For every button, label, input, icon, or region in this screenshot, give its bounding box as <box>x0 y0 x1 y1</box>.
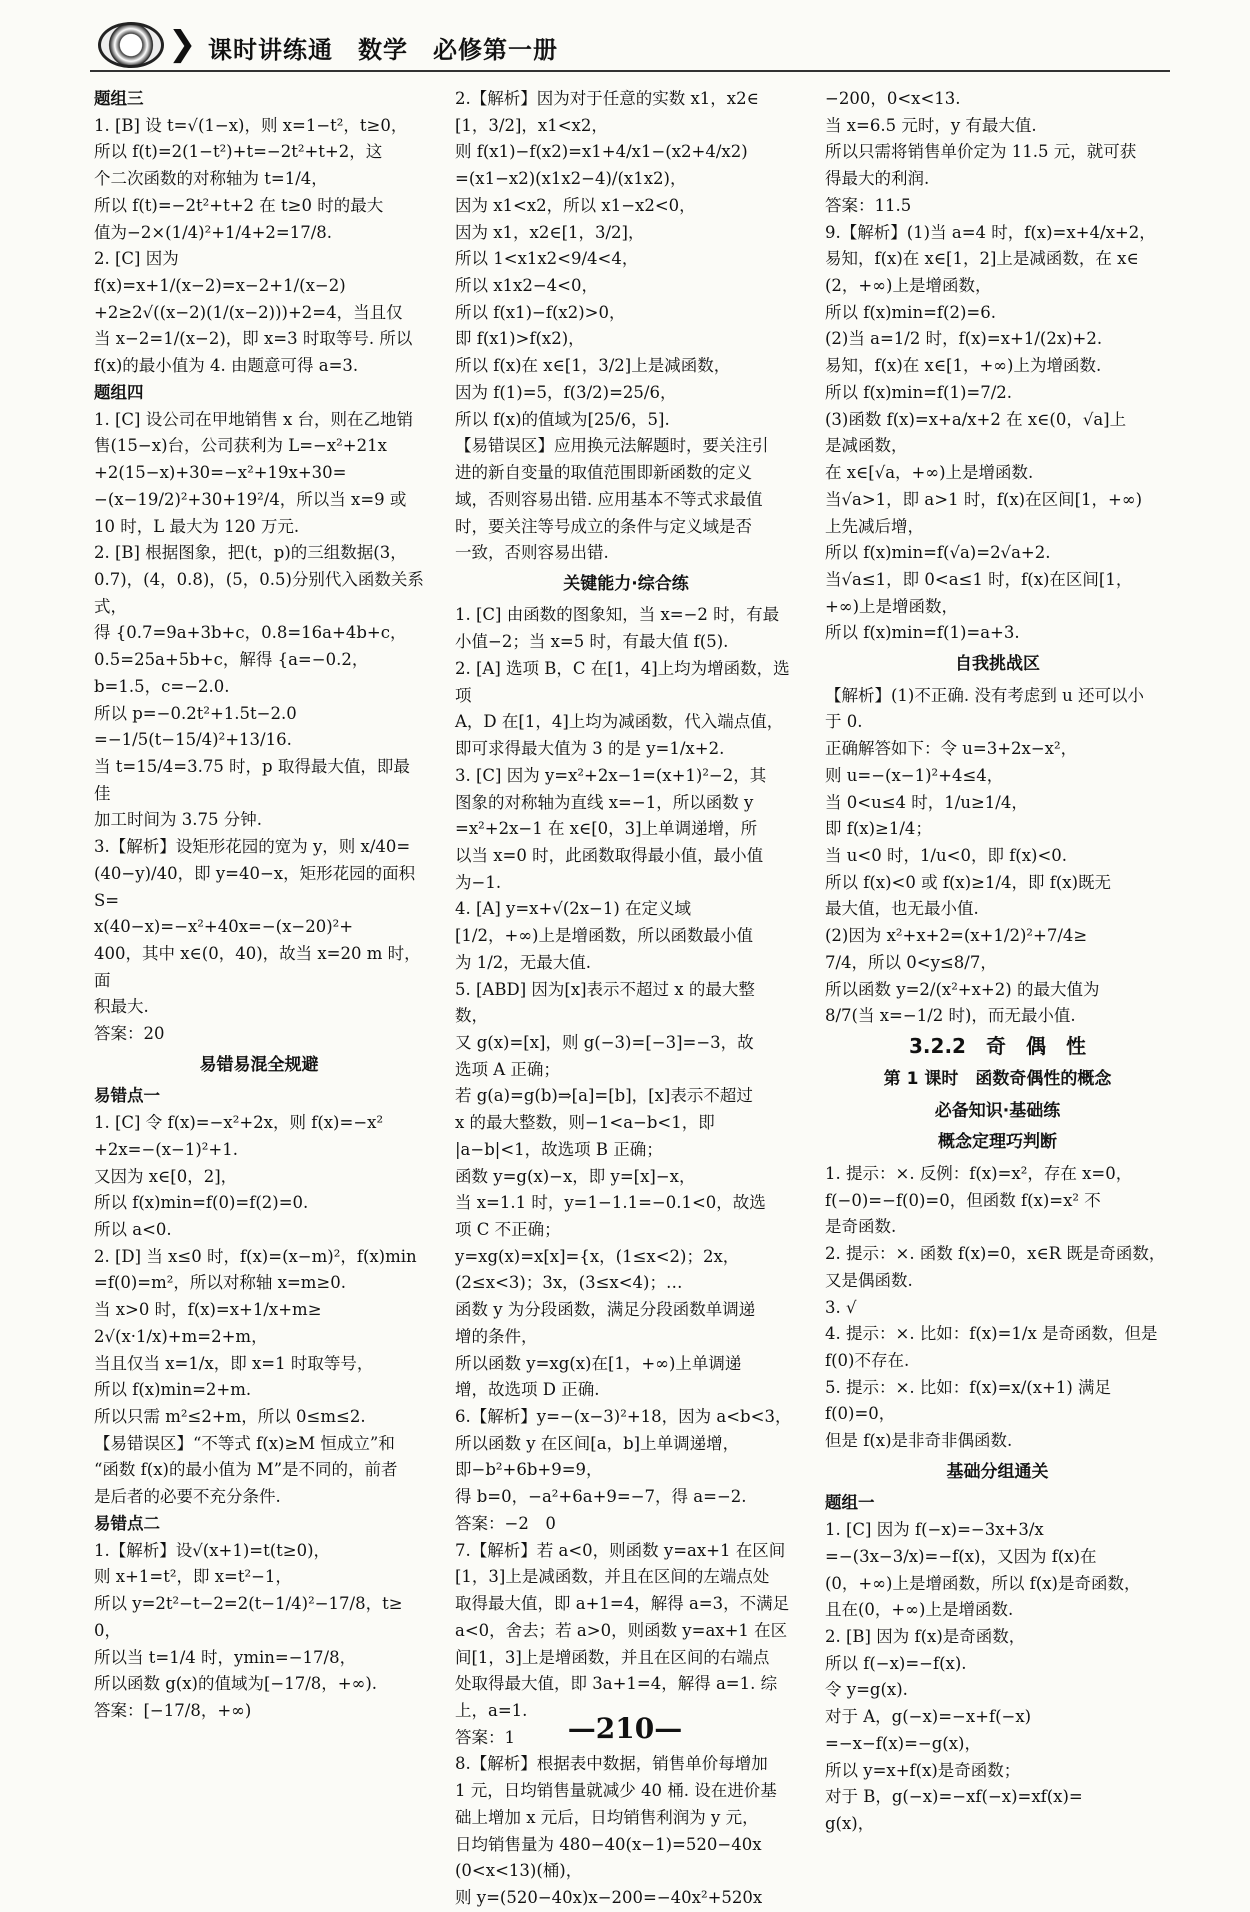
text-line: 即可求得最大值为 3 的是 y=1/x+2. <box>455 739 725 759</box>
text-line: 所以 f(x)<0 或 f(x)≥1/4，即 f(x)既无 <box>825 872 1112 892</box>
text-line: 【易错误区】应用换元法解题时，要关注引 <box>455 436 769 456</box>
text-line: 1. [C] 令 f(x)=−x²+2x，则 f(x)=−x² <box>94 1113 384 1133</box>
text-line: 题组三 <box>94 89 144 108</box>
text-line: 对于 A，g(−x)=−x+f(−x) <box>825 1707 1032 1727</box>
text-line: 函数 y=g(x)−x，即 y=[x]−x， <box>455 1166 696 1186</box>
text-line: f(−0)=−f(0)=0，但函数 f(x)=x² 不 <box>825 1190 1101 1210</box>
text-line: 础上增加 x 元后，日均销售利润为 y 元， <box>455 1807 759 1827</box>
text-line: 当 x=6.5 元时，y 有最大值. <box>825 115 1037 135</box>
text-line: 7/4，所以 0<y≤8/7， <box>825 952 997 972</box>
text-line: =(x1−x2)(x1x2−4)/(x1x2)， <box>455 169 687 189</box>
text-line: 2. [A] 选项 B，C 在[1，4]上均为增函数，选项 <box>455 658 790 705</box>
text-line: 所以 y=2t²−t−2=2(t−1/4)²−17/8，t≥ <box>94 1594 403 1614</box>
text-line: y=xg(x)=x[x]={x，(1≤x<2)；2x，(2≤x<3)；3x，(3≤x<4)；… <box>455 1246 740 1293</box>
text-line: +∞)上是增函数， <box>825 596 959 616</box>
text-line: 基础分组通关 <box>946 1461 1049 1482</box>
text-line: 当 t=15/4=3.75 时，p 取得最大值，即最佳 <box>94 756 410 803</box>
answer-column-right <box>825 86 1170 1838</box>
text-line: 积最大. <box>94 997 149 1017</box>
text-line: 上先减后增， <box>825 516 924 536</box>
text-line: 所以 f(x)在 x∈[1，3/2]上是减函数， <box>455 356 731 376</box>
text-line: 且在(0，+∞)上是增函数. <box>825 1600 1014 1620</box>
page-number: —210— <box>567 1712 683 1745</box>
text-line: 7.【解析】若 a<0，则函数 y=ax+1 在区间 <box>455 1540 786 1560</box>
text-line: 1. [B] 设 t=√(1−x)，则 x=1−t²，t≥0， <box>94 115 408 135</box>
text-line: 2. [D] 当 x≤0 时，f(x)=(x−m)²，f(x)min <box>94 1246 417 1266</box>
text-line: 3.2.2 奇 偶 性 <box>909 1033 1086 1058</box>
text-line: 1. [C] 因为 f(−x)=−3x+3/x <box>825 1520 1044 1540</box>
text-line: 所以 f(x)min=2+m. <box>94 1380 252 1400</box>
text-line: 增的条件， <box>455 1326 538 1346</box>
text-line: 【易错误区】“不等式 f(x)≥M 恒成立”和 <box>94 1433 395 1453</box>
text-line: f(0)不存在. <box>825 1350 910 1370</box>
text-line: 对于 B，g(−x)=−xf(−x)=xf(x)= <box>825 1787 1083 1807</box>
text-line: 当 x>0 时，f(x)=x+1/x+m≥ <box>94 1300 322 1320</box>
text-line: 所以 f(t)=2(1−t²)+t=−2t²+t+2，这 <box>94 142 383 162</box>
text-line: 但是 f(x)是非奇非偶函数. <box>825 1431 1013 1451</box>
answer-column-left <box>94 86 424 1725</box>
text-line: 所以 f(x)min=f(2)=6. <box>825 302 996 322</box>
text-line: 所以 f(t)=−2t²+t+2 在 t≥0 时的最大 <box>94 195 384 215</box>
text-line: 所以 p=−0.2t²+1.5t−2.0 <box>94 703 297 723</box>
text-line: 小值−2；当 x=5 时，有最大值 f(5). <box>455 632 729 652</box>
text-line: 8.【解析】根据表中数据，销售单价每增加 <box>455 1754 768 1774</box>
text-line: 当 u<0 时，1/u<0，即 f(x)<0. <box>825 845 1068 865</box>
text-line: 3. [C] 因为 y=x²+2x−1=(x+1)²−2，其 <box>455 765 767 785</box>
answer-column-middle <box>455 86 797 1912</box>
text-line: 得 {0.7=9a+3b+c，0.8=16a+4b+c，0.5=25a+5b+c，解得 {a=−0.2，b=1.5，c=−2.0. <box>94 623 407 696</box>
text-line: 5. [ABD] 因为[x]表示不超过 x 的最大整 <box>455 979 755 999</box>
text-line: (3)函数 f(x)=x+a/x+2 在 x∈(0，√a]上 <box>825 409 1127 429</box>
text-line: 则 u=−(x−1)²+4≤4， <box>825 765 1004 785</box>
text-line: 所以只需将销售单价定为 11.5 元，就可获 <box>825 142 1137 162</box>
text-line: 所以只需 m²≤2+m，所以 0≤m≤2. <box>94 1407 366 1427</box>
text-line: 所以函数 y=2/(x²+x+2) 的最大值为 <box>825 979 1100 999</box>
text-line: 以当 x=0 时，此函数取得最小值，最小值 <box>455 845 764 865</box>
text-line: 即 f(x1)>f(x2)， <box>455 329 585 349</box>
text-line: 为−1. <box>455 872 502 892</box>
text-line: 所以 f(x)的值域为[25/6，5]. <box>455 409 670 429</box>
text-line: 所以当 t=1/4 时，ymin=−17/8， <box>94 1647 357 1667</box>
text-line: 8/7(当 x=−1/2 时)，而无最小值. <box>825 1006 1076 1026</box>
text-line: 是奇函数. <box>825 1217 897 1237</box>
text-line: 所以 1<x1x2<9/4<4， <box>455 249 639 269</box>
text-line: 正确解答如下：令 u=3+2x−x²， <box>825 739 1078 759</box>
text-line: (0，+∞)上是增函数，所以 f(x)是奇函数， <box>825 1573 1141 1593</box>
text-line: 进的新自变量的取值范围即新函数的定义 <box>455 463 752 483</box>
text-line: 得最大的利润. <box>825 169 930 189</box>
chevron-right-icon: ❯ <box>168 24 197 64</box>
text-line: 1 元，日均销售量就减少 40 桶. 设在进价基 <box>455 1781 777 1801</box>
text-line: 题组一 <box>825 1493 875 1513</box>
text-line: 所以 x1x2−4<0， <box>455 276 598 296</box>
text-line: 又 g(x)=[x]，则 g(−3)=[−3]=−3，故 <box>455 1032 754 1052</box>
text-line: 若 g(a)=g(b)⇒[a]=[b]，[x]表示不超过 <box>455 1086 753 1106</box>
text-line: 400，其中 x∈(0，40)，故当 x=20 m 时，面 <box>94 944 421 990</box>
text-line: 3.【解析】设矩形花园的宽为 y，则 x/40= <box>94 837 411 857</box>
text-line: 答案：[−17/8，+∞) <box>94 1700 252 1720</box>
text-line: 当 0<u≤4 时，1/u≥1/4， <box>825 792 1028 812</box>
text-line: 增，故选项 D 正确. <box>455 1380 600 1400</box>
text-line: 易错点一 <box>94 1086 160 1106</box>
text-line: 答案：−2 0 <box>455 1513 556 1533</box>
text-line: (2，+∞)上是增函数， <box>825 276 992 296</box>
text-line: 【解析】(1)不正确. 没有考虑到 u 还可以小 <box>825 685 1144 705</box>
text-line: 所以 f(x)min=f(1)=7/2. <box>825 382 1013 402</box>
text-line: [1，3]上是减函数，并且在区间的左端点处 <box>455 1567 770 1587</box>
text-line: g(x)， <box>825 1814 875 1834</box>
text-line: f(x)的最小值为 4. 由题意可得 a=3. <box>94 356 359 376</box>
text-line: 函数 y 为分段函数，满足分段函数单调递 <box>455 1300 756 1320</box>
text-line: 又因为 x∈[0，2]， <box>94 1166 238 1186</box>
text-line: 是减函数， <box>825 436 908 456</box>
text-line: 所以 f(x1)−f(x2)>0， <box>455 302 626 322</box>
text-line: 是后者的必要不充分条件. <box>94 1487 281 1507</box>
text-line: 值为−2×(1/4)²+1/4+2=17/8. <box>94 222 333 242</box>
text-line: =−1/5(t−15/4)²+13/16. <box>94 730 292 750</box>
text-line: 2. [C] 因为 f(x)=x+1/(x−2)=x−2+1/(x−2) <box>94 249 346 296</box>
text-line: 2. [B] 根据图象，把(t，p)的三组数据(3， <box>94 543 407 563</box>
text-line: 得 b=0，−a²+6a+9=−7，得 a=−2. <box>455 1487 747 1507</box>
text-line: 当且仅当 x=1/x，即 x=1 时取等号， <box>94 1353 374 1373</box>
text-line: 上，a=1. <box>455 1700 528 1720</box>
text-line: 则 x+1=t²，即 x=t²−1， <box>94 1567 292 1587</box>
text-line: 于 0. <box>825 712 863 732</box>
text-line: 时，要关注等号成立的条件与定义域是否 <box>455 516 752 536</box>
text-line: 所以 y=x+f(x)是奇函数； <box>825 1760 1021 1780</box>
text-line: 所以 f(x)min=f(√a)=2√a+2. <box>825 543 1051 563</box>
text-line: 因为 f(1)=5，f(3/2)=25/6， <box>455 382 677 402</box>
text-line: 即−b²+6b+9=9， <box>455 1460 603 1480</box>
text-line: 1.【解析】设√(x+1)=t(t≥0)， <box>94 1540 331 1560</box>
text-line: 当√a>1，即 a>1 时，f(x)在区间[1，+∞) <box>825 489 1143 509</box>
text-line: 所以函数 g(x)的值域为[−17/8，+∞). <box>94 1674 378 1694</box>
text-line: 加工时间为 3.75 分钟. <box>94 810 262 830</box>
text-line: 日均销售量为 480−40(x−1)=520−40x <box>455 1834 762 1854</box>
text-line: 即 f(x)≥1/4； <box>825 819 932 839</box>
text-line: 取得最大值，即 a+1=4，解得 a=3，不满足 <box>455 1594 790 1614</box>
text-line: 数， <box>455 1006 488 1026</box>
text-line: 项 C 不正确； <box>455 1220 561 1239</box>
text-line: 4. [A] y=x+√(2x−1) 在定义域 <box>455 899 692 919</box>
text-line: 又是偶函数. <box>825 1270 913 1290</box>
text-line: 式， <box>94 596 127 616</box>
text-line: =−(3x−3/x)=−f(x)，又因为 f(x)在 <box>825 1546 1097 1566</box>
text-line: 题组四 <box>94 382 144 402</box>
text-line: 2.【解析】因为对于任意的实数 x1，x2∈ <box>455 89 759 108</box>
text-line: 域，否则容易出错. 应用基本不等式求最值 <box>455 489 763 509</box>
text-line: 因为 x1<x2，所以 x1−x2<0， <box>455 195 696 215</box>
text-line: 在 x∈[√a，+∞)上是增函数. <box>825 463 1034 483</box>
text-line: −(x−19/2)²+30+19²/4，所以当 x=9 或 <box>94 489 407 509</box>
text-line: 所以 f(x)min=f(0)=f(2)=0. <box>94 1193 309 1213</box>
text-line: 所以函数 y 在区间[a，b]上单调递增， <box>455 1433 740 1453</box>
text-line: 概念定理巧判断 <box>938 1132 1057 1153</box>
text-line: (2)当 a=1/2 时，f(x)=x+1/(2x)+2. <box>825 329 1103 349</box>
text-line: A，D 在[1，4]上均为减函数，代入端点值， <box>455 712 784 732</box>
text-line: 1. [C] 设公司在甲地销售 x 台，则在乙地销 <box>94 409 414 429</box>
text-line: 售(15−x)台，公司获利为 L=−x²+21x <box>94 436 387 456</box>
text-line: (0<x<13)(桶)， <box>455 1861 583 1881</box>
text-line: 图象的对称轴为直线 x=−1，所以函数 y <box>455 792 754 812</box>
text-line: 5. 提示：×. 比如：f(x)=x/(x+1) 满足 f(0)=0， <box>825 1377 1117 1424</box>
text-line: 3. √ <box>825 1297 857 1317</box>
text-line: |a−b|<1，故选项 B 正确； <box>455 1139 663 1159</box>
text-line: 1. 提示：×. 反例：f(x)=x²，存在 x=0， <box>825 1163 1133 1183</box>
text-line: 答案：20 <box>94 1024 165 1044</box>
text-line: 10 时，L 最大为 120 万元. <box>94 516 300 536</box>
text-line: 令 y=g(x). <box>825 1680 908 1700</box>
text-line: 所以 f(x)min=f(1)=a+3. <box>825 623 1020 643</box>
text-line: 所以 a<0. <box>94 1220 172 1239</box>
text-line: 因为 x1，x2∈[1，3/2]， <box>455 222 645 242</box>
text-line: x 的最大整数，则−1<a−b<1，即 <box>455 1113 715 1133</box>
text-line: 所以函数 y=xg(x)在[1，+∞)上单调递 <box>455 1353 742 1373</box>
text-line: 6.【解析】y=−(x−3)²+18，因为 a<b<3， <box>455 1407 792 1427</box>
text-line: 2. 提示：×. 函数 f(x)=0，x∈R 既是奇函数， <box>825 1244 1166 1264</box>
text-line: 一致，否则容易出错. <box>455 543 609 563</box>
text-line: 易错易混全规避 <box>199 1054 319 1075</box>
text-line: 易错点二 <box>94 1513 160 1533</box>
text-line: [1，3/2]，x1<x2， <box>455 115 608 135</box>
text-line: 为 1/2，无最大值. <box>455 952 592 972</box>
text-line: 0， <box>94 1620 121 1640</box>
text-line: [1/2，+∞)上是增函数，所以函数最小值 <box>455 926 753 946</box>
text-line: −200，0<x<13. <box>825 89 961 108</box>
text-line: +2x=−(x−1)²+1. <box>94 1139 238 1159</box>
text-line: 处取得最大值，即 3a+1=4，解得 a=1. 综 <box>455 1674 778 1694</box>
text-line: 2√(x·1/x)+m=2+m， <box>94 1326 268 1346</box>
text-line: 当 x−2=1/(x−2)，即 x=3 时取等号. 所以 <box>94 329 413 349</box>
text-line: x(40−x)=−x²+40x=−(x−20)²+ <box>94 917 354 937</box>
text-line: a<0，舍去；若 a>0，则函数 y=ax+1 在区 <box>455 1620 788 1640</box>
text-line: 则 y=(520−40x)x−200=−40x²+520x <box>455 1887 763 1907</box>
text-line: (40−y)/40，即 y=40−x，矩形花园的面积 S= <box>94 863 421 910</box>
text-line: 易知，f(x)在 x∈[1，+∞)上为增函数. <box>825 356 1102 376</box>
text-line: 必备知识·基础练 <box>934 1100 1061 1121</box>
text-line: 0.7)，(4，0.8)，(5，0.5)分别代入函数关系 <box>94 569 424 589</box>
text-line: 当 x=1.1 时，y=1−1.1=−0.1<0，故选 <box>455 1193 766 1213</box>
text-line: =−x−f(x)=−g(x)， <box>825 1733 981 1753</box>
text-line: 则 f(x1)−f(x2)=x1+4/x1−(x2+4/x2) <box>455 142 748 162</box>
text-line: “函数 f(x)的最小值为 M”是不同的，前者 <box>94 1460 398 1480</box>
text-line: 第 1 课时 函数奇偶性的概念 <box>883 1069 1112 1090</box>
text-line: 自我挑战区 <box>955 654 1040 675</box>
text-line: 4. 提示：×. 比如：f(x)=1/x 是奇函数，但是 <box>825 1324 1158 1344</box>
text-line: 当√a≤1，即 0<a≤1 时，f(x)在区间[1， <box>825 569 1133 589</box>
text-line: 最大值，也无最小值. <box>825 899 979 919</box>
text-line: +2(15−x)+30=−x²+19x+30= <box>94 463 347 483</box>
text-line: 9.【解析】(1)当 a=4 时，f(x)=x+4/x+2， <box>825 222 1156 242</box>
text-line: 个二次函数的对称轴为 t=1/4， <box>94 169 328 189</box>
text-line: 易知，f(x)在 x∈[1，2]上是减函数，在 x∈ <box>825 249 1139 269</box>
text-line: (2)因为 x²+x+2=(x+1/2)²+7/4≥ <box>825 926 1088 946</box>
page-header <box>90 18 1170 72</box>
book-logo-icon <box>98 22 164 68</box>
text-line: 选项 A 正确； <box>455 1059 560 1079</box>
text-line: 关键能力·综合练 <box>563 573 689 594</box>
text-line: 答案：1 <box>455 1727 515 1747</box>
text-line: 答案：11.5 <box>825 195 912 215</box>
text-line: 间[1，3]上是增函数，并且在区间的右端点 <box>455 1647 770 1667</box>
text-line: 所以 f(−x)=−f(x). <box>825 1653 967 1673</box>
text-line: 2. [B] 因为 f(x)是奇函数， <box>825 1626 1026 1646</box>
text-line: 1. [C] 由函数的图象知，当 x=−2 时，有最 <box>455 605 780 625</box>
book-title: 课时讲练通 数学 必修第一册 <box>208 36 558 64</box>
text-line: +2≥2√((x−2)(1/(x−2)))+2=4，当且仅 <box>94 302 403 322</box>
text-line: =x²+2x−1 在 x∈[0，3]上单调递增，所 <box>455 819 758 839</box>
text-line: =f(0)=m²，所以对称轴 x=m≥0. <box>94 1273 346 1293</box>
